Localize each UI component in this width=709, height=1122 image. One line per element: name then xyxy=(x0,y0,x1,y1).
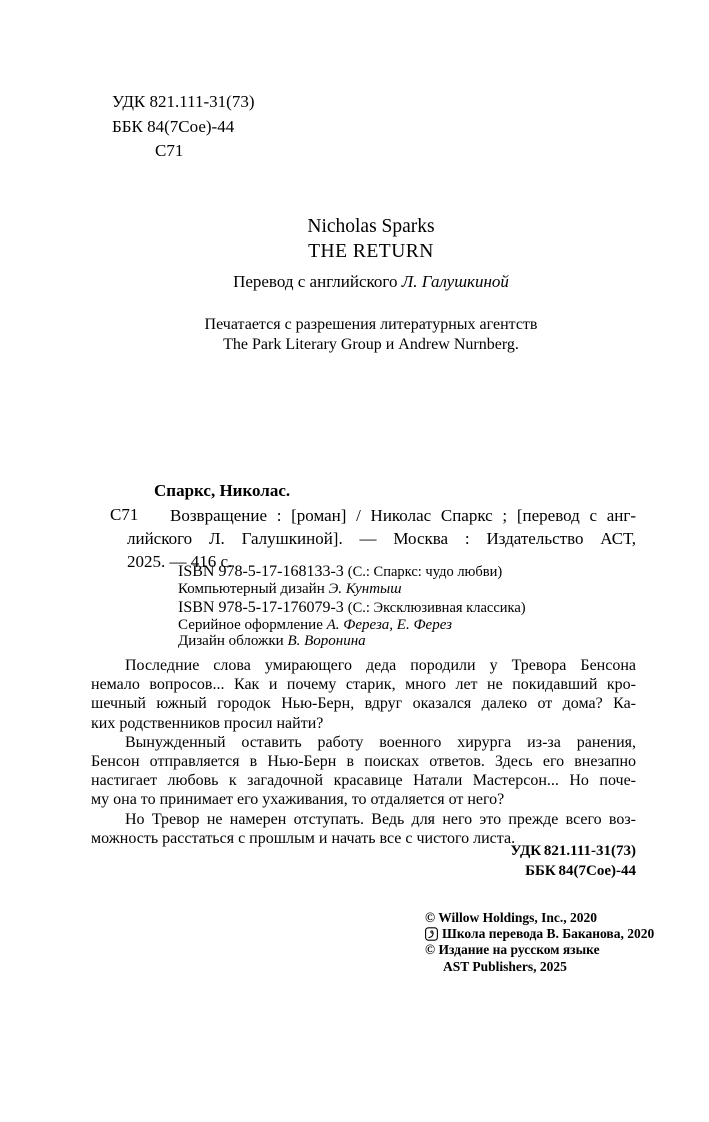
isbn-2-note: (С.: Эксклюзивная классика) xyxy=(347,600,526,616)
annotation-line: ких родственников просил найти? xyxy=(91,714,324,732)
annotation-line: можность расстаться с прошлым и начать все с чистого листа. xyxy=(91,829,516,847)
design-credit-cover xyxy=(178,633,366,650)
description-line: Возвращение : [роман] / Николас Спаркс ; [перевод с анг- xyxy=(170,506,636,525)
isbn-2-number: ISBN 978-5-17-176079-3 xyxy=(178,599,348,616)
annotation-line: немало вопросов... Как и почему старик, много лет не покидавший кро- xyxy=(91,676,636,694)
translation-prefix: Перевод с английского xyxy=(233,272,402,291)
annotation-line: настигает любовь к загадочной красавице Натали Мастерсон... Но поче- xyxy=(91,772,636,790)
udk-code-bottom: УДК 821.111-31(73) xyxy=(510,843,636,859)
annotation-text xyxy=(91,656,636,848)
credit-name: А. Фереза, Е. Ферез xyxy=(326,617,452,633)
design-credit-computer xyxy=(178,581,402,598)
annotation-line: шечный южный городок Нью-Берн, вдруг оказался далеко от дома? Ка- xyxy=(91,695,636,713)
permission-line-2: The Park Literary Group и Andrew Nurnberg. xyxy=(223,336,519,353)
bbk-code: ББК 84(7Сое)-44 xyxy=(112,116,235,136)
isbn-1-number: ISBN 978-5-17-168133-3 xyxy=(178,563,348,580)
annotation-line: му она то принимает его ухаживания, то отдаляется от него? xyxy=(91,791,505,809)
copyright-block xyxy=(425,910,654,975)
credit-prefix: Дизайн обложки xyxy=(178,633,288,649)
annotation-line: Бенсон отправляется в Нью-Берн в поисках ответов. Здесь его внезапно xyxy=(91,753,636,771)
annotation-line: Вынужденный оставить работу военного хирурга из-за ранения, xyxy=(125,733,636,751)
copyright-school-text: Школа перевода В. Баканова, 2020 xyxy=(442,926,655,942)
isbn-2 xyxy=(178,599,526,617)
credit-prefix: Компьютерный дизайн xyxy=(178,581,329,597)
design-credit-series xyxy=(178,617,452,634)
credit-prefix: Серийное оформление xyxy=(178,617,327,633)
copyright-line-publisher: AST Publishers, 2025 xyxy=(443,958,567,974)
copyright-line-school xyxy=(425,926,654,942)
catalog-card-author-sign: С71 xyxy=(110,505,139,524)
annotation-line: Но Тревор не намерен отступать. Ведь для него это прежде всего воз- xyxy=(125,810,636,828)
credit-name: Э. Кунтыш xyxy=(328,581,402,597)
original-title: THE RETURN xyxy=(308,241,434,262)
description-line: лийского Л. Галушкиной]. — Москва : Издательство АСТ, xyxy=(127,529,636,548)
original-author: Nicholas Sparks xyxy=(307,216,435,237)
description-line: 2025. — 416 с. xyxy=(127,552,233,571)
copyright-line-willow: © Willow Holdings, Inc., 2020 xyxy=(425,910,597,925)
isbn-1-note: (С.: Спаркс: чудо любви) xyxy=(347,564,503,580)
bottom-bibliographic-codes xyxy=(510,842,636,881)
translation-credit xyxy=(33,272,709,292)
credit-name: В. Воронина xyxy=(287,633,366,649)
copyright-line-russian-edition: © Издание на русском языке xyxy=(425,942,600,958)
catalog-card-heading: Спаркс, Николас. xyxy=(154,481,291,500)
bakanov-school-logo-icon xyxy=(425,927,438,941)
annotation-line: Последние слова умирающего деда породили у Тревора Бенсона xyxy=(125,657,636,674)
translator-name: Л. Галушкиной xyxy=(401,272,509,291)
top-bibliographic-codes xyxy=(112,90,254,164)
permission-line-1: Печатается с разрешения литературных агентств xyxy=(204,316,538,333)
printing-permission xyxy=(33,315,709,355)
author-sign: С71 xyxy=(155,141,184,160)
isbn-1 xyxy=(178,563,502,581)
bbk-code-bottom: ББК 84(7Сое)-44 xyxy=(525,862,636,879)
udk-code: УДК 821.111-31(73) xyxy=(112,92,255,111)
